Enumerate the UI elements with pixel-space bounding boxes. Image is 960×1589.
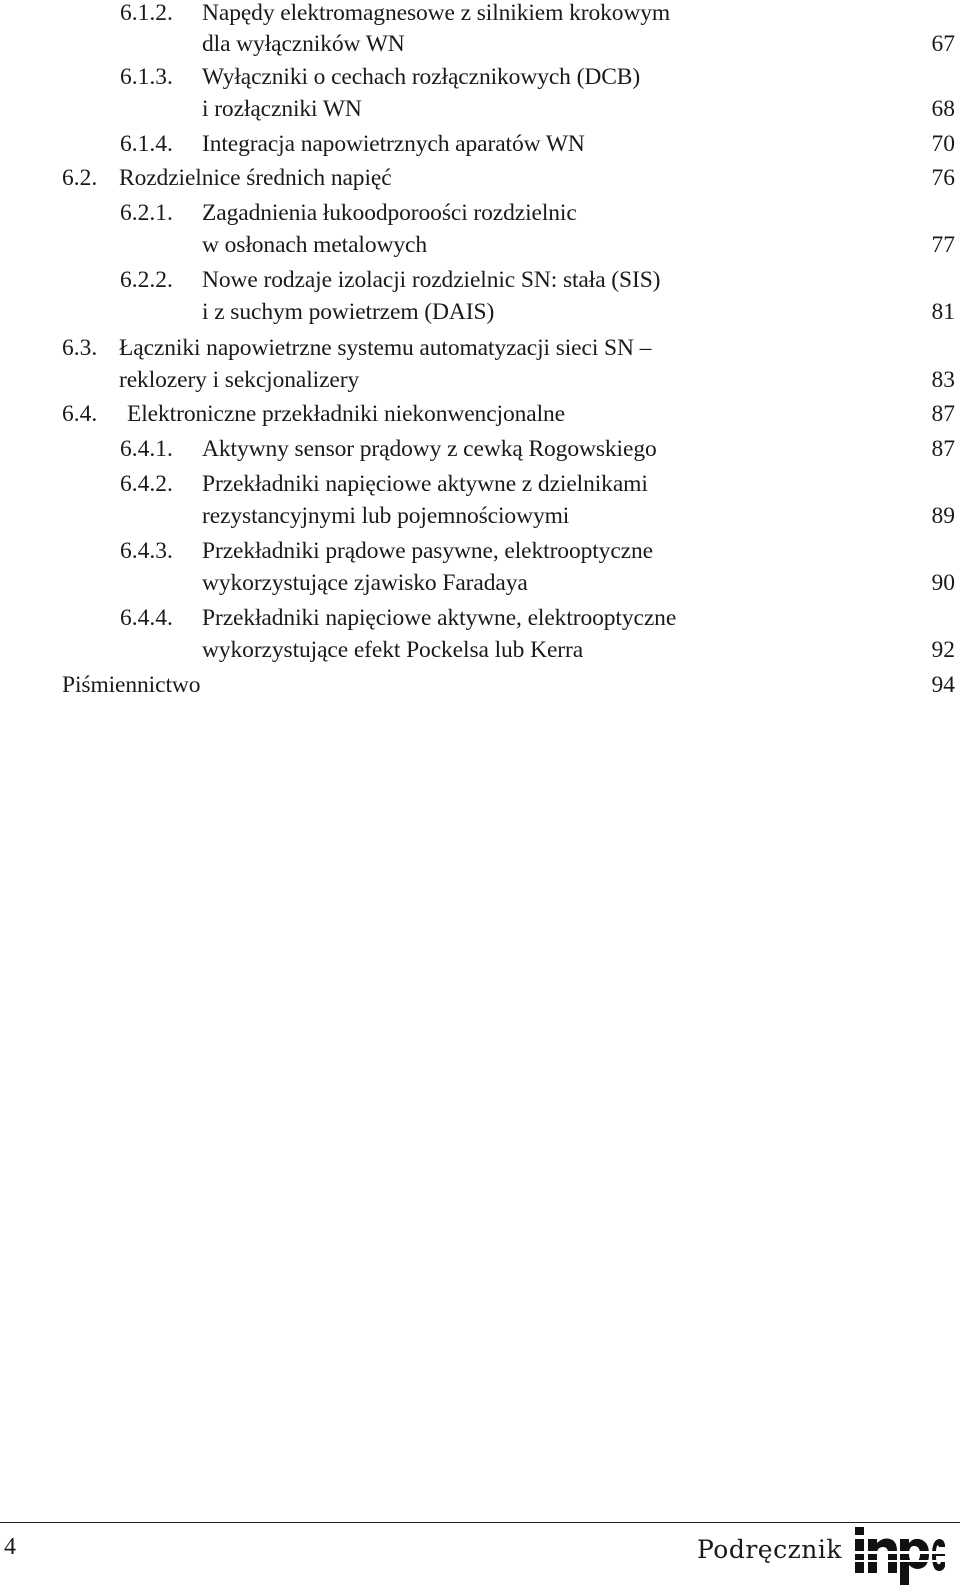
toc-entry-number: 6.2.2. [120, 267, 173, 293]
toc-entry-number: 6.4. [62, 401, 98, 427]
toc-entry-title: Rozdzielnice średnich napięć [119, 165, 392, 191]
toc-entry-title: reklozery i sekcjonalizery [119, 367, 360, 393]
toc-entry-title: w osłonach metalowych [202, 232, 428, 258]
toc-entry-title: Nowe rodzaje izolacji rozdzielnic SN: stała (SIS) [202, 267, 661, 293]
toc-entry-number: 6.4.3. [120, 538, 173, 564]
footer-divider [0, 1522, 960, 1523]
toc-entry-page: 83 [931, 367, 955, 393]
toc-entry-title: Zagadnienia łukoodporoości rozdzielnic [202, 200, 577, 226]
toc-entry-number: 6.1.2. [120, 0, 173, 26]
toc-entry-title: Przekładniki napięciowe aktywne, elektrooptyczne [202, 605, 677, 631]
toc-entry-title: Przekładniki prądowe pasywne, elektrooptyczne [202, 538, 653, 564]
toc-entry-number: 6.4.1. [120, 436, 173, 462]
toc-entry-title: Napędy elektromagnesowe z silnikiem krokowym [202, 0, 671, 26]
toc-entry-title: wykorzystujące efekt Pockelsa lub Kerra [202, 637, 584, 663]
toc-entry-title: Aktywny sensor prądowy z cewką Rogowskiego [202, 436, 657, 462]
toc-entry-page: 87 [931, 401, 955, 427]
toc-entry-page: 77 [931, 232, 955, 258]
toc-entry-page: 89 [931, 503, 955, 529]
toc-entry-number: 6.1.3. [120, 64, 173, 90]
footer-book-title: Podręcznik [696, 1535, 842, 1564]
toc-entry-page: 76 [931, 165, 955, 191]
toc-entry-title: Elektroniczne przekładniki niekonwencjonalne [127, 401, 566, 427]
toc-entry-title: Wyłączniki o cechach rozłącznikowych (DCB) [202, 64, 641, 90]
toc-entry-page: 94 [931, 672, 955, 698]
publisher-logo-icon [853, 1523, 945, 1589]
toc-entry-page: 70 [931, 131, 955, 157]
toc-entry-title: dla wyłączników WN [202, 31, 405, 57]
toc-entry-number: 6.4.2. [120, 471, 173, 497]
toc-entry-title: Przekładniki napięciowe aktywne z dzielnikami [202, 471, 648, 497]
toc-entry-page: 81 [931, 299, 955, 325]
toc-entry-page: 92 [931, 637, 955, 663]
toc-entry-number: 6.3. [62, 335, 98, 361]
footer-page-number: 4 [4, 1534, 16, 1560]
toc-entry-number: 6.1.4. [120, 131, 173, 157]
toc-entry-title: Łączniki napowietrzne systemu automatyzacji sieci SN – [119, 335, 652, 361]
toc-entry-title: wykorzystujące zjawisko Faradaya [202, 570, 528, 596]
toc-entry-page: 67 [931, 31, 955, 57]
toc-entry-number: 6.4.4. [120, 605, 173, 631]
toc-entry-title: i rozłączniki WN [202, 96, 362, 122]
toc-entry-page: 68 [931, 96, 955, 122]
toc-entry-number: 6.2.1. [120, 200, 173, 226]
table-of-contents [0, 0, 960, 720]
toc-entry-title: rezystancyjnymi lub pojemnościowymi [202, 503, 570, 529]
toc-entry-title: Integracja napowietrznych aparatów WN [202, 131, 585, 157]
toc-entry-title: Piśmiennictwo [62, 672, 201, 698]
toc-entry-number: 6.2. [62, 165, 98, 191]
toc-entry-page: 87 [931, 436, 955, 462]
toc-entry-title: i z suchym powietrzem (DAIS) [202, 299, 495, 325]
toc-entry-page: 90 [931, 570, 955, 596]
